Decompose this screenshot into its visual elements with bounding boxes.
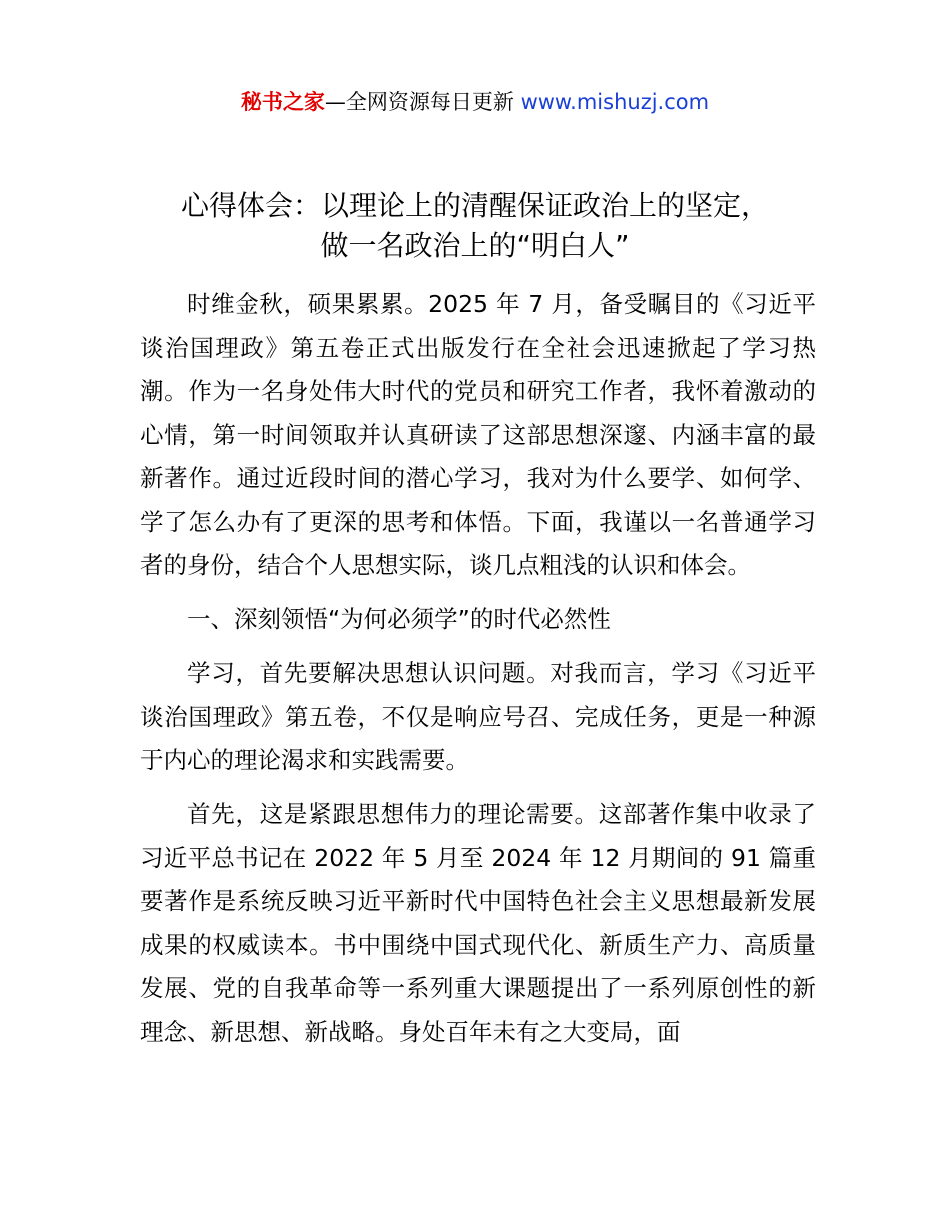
body-paragraph: 学习，首先要解决思想认识问题。对我而言，学习《习近平谈治国理政》第五卷，不仅是响应号召、完成任务，更是一种源于内心的理论渴求和实践需要。 [140, 659, 816, 774]
site-url-link[interactable]: www.mishuzj.com [520, 90, 710, 114]
site-tagline: —全网资源每日更新 [324, 90, 521, 114]
intro-paragraph: 时维金秋，硕果累累。2025 年 7 月，备受瞩目的《习近平谈治国理政》第五卷正式出版发行在全社会迅速掀起了学习热潮。作为一名身处伟大时代的党员和研究工作者，我怀着激动的心情，第一时间领取并认真研读了这部思想深邃、内涵丰富的最新著作。通过近段时间的潜心学习，我对为什么要学、如何学、学了怎么办有了更深的思考和体悟。下面，我谨以一名普通学习者的身份，结合个人思想实际，谈几点粗浅的认识和体会。 [140, 290, 816, 579]
title-line-2: 做一名政治上的“明白人” [320, 229, 630, 262]
document-title [140, 186, 810, 266]
section-heading-1: 一、深刻领悟“为何必须学”的时代必然性 [187, 605, 611, 633]
site-brand: 秘书之家 [240, 90, 325, 114]
body-paragraph: 首先，这是紧跟思想伟力的理论需要。这部著作集中收录了习近平总书记在 2022 年 5 月至 2024 年 12 月期间的 91 篇重要著作是系统反映习近平新时代中国特色社会主义思想最新发展成果的权威读本。书中围绕中国式现代化、新质生产力、高质量发展、党的自我革命等一系列重大课题提出了一系列原创性的新理念、新思想、新战略。身处百年未有之大变局，面 [140, 800, 816, 1046]
document-body [140, 283, 816, 1065]
title-line-1: 心得体会：以理论上的清醒保证政治上的坚定， [180, 189, 769, 222]
site-header [0, 86, 950, 118]
